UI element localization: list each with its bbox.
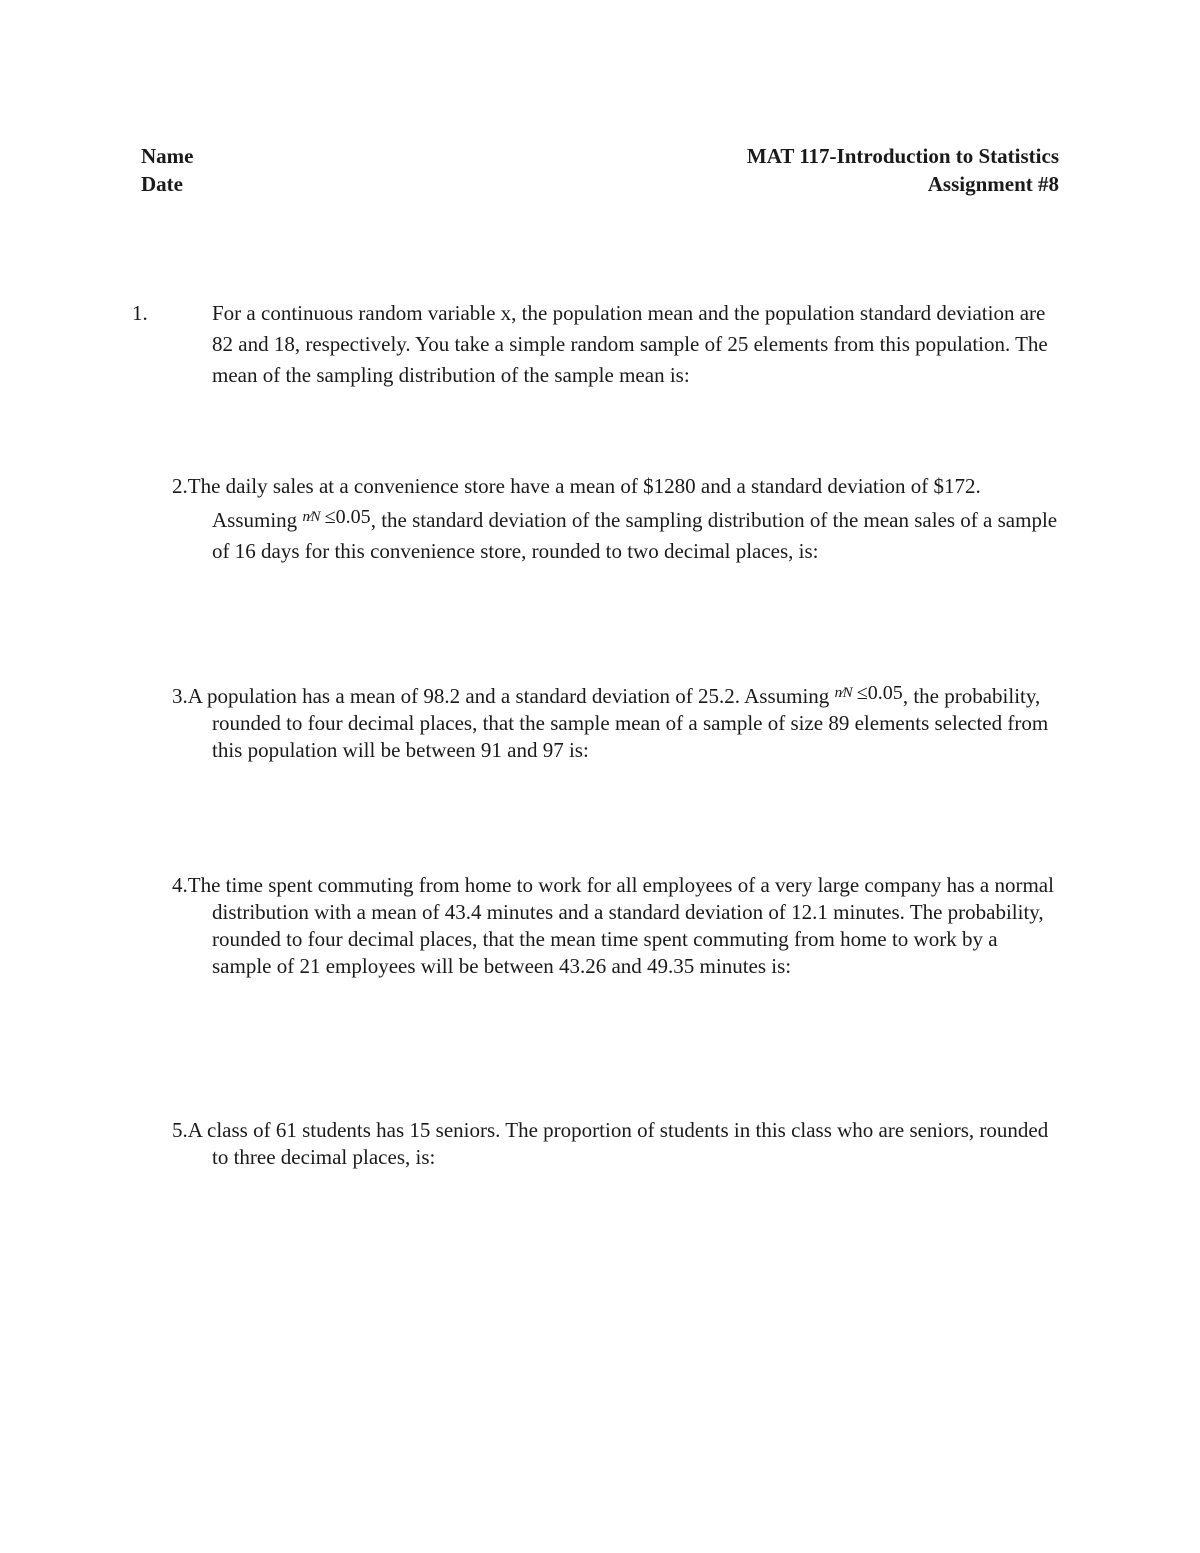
name-label: Name <box>141 144 194 168</box>
question-2 <box>172 471 1062 567</box>
question-4 <box>172 872 1062 980</box>
question-5 <box>172 1117 1062 1171</box>
document-header <box>141 142 1059 198</box>
question-2-condition-fraction: n⁄N <box>302 509 320 525</box>
question-2-number: 2. <box>172 474 188 498</box>
assignment-title: Assignment #8 <box>927 172 1059 196</box>
question-2-condition-bound: ≤0.05 <box>324 506 371 528</box>
question-4-body <box>172 872 1062 980</box>
question-3-body <box>172 680 1062 764</box>
question-1 <box>132 298 1062 391</box>
question-4-text: The time spent commuting from home to work for all employees of a very large company has a normal distribution with a mean of 43.4 minutes and a standard deviation of 12.1 minutes. The probability, rounded to four decimal places, that the mean time spent commuting from home to work by a sample of 21 employees will be between 43.26 and 49.35 minutes is: <box>187 873 1054 978</box>
header-row-top <box>141 142 1059 170</box>
course-title: MAT 117-Introduction to Statistics <box>746 144 1059 168</box>
question-2-text-before: The daily sales at a convenience store have a mean of $1280 and a standard deviation of $172. Assuming <box>187 474 981 532</box>
question-1-number: 1. <box>132 301 148 325</box>
question-5-text: A class of 61 students has 15 seniors. The proportion of students in this class who are seniors, rounded to three decimal places, is: <box>187 1118 1049 1169</box>
question-5-number: 5. <box>172 1118 188 1142</box>
question-3-condition-fraction: n⁄N <box>834 685 852 701</box>
question-3-condition-bound: ≤0.05 <box>856 682 903 704</box>
question-2-text-after: , the standard deviation of the sampling distribution of the mean sales of a sample of 16 days for this convenience store, rounded to two decimal places, is: <box>212 508 1058 563</box>
question-1-body <box>132 298 1062 391</box>
question-4-number: 4. <box>172 873 188 897</box>
question-3-number: 3. <box>172 684 188 708</box>
question-1-text: For a continuous random variable x, the population mean and the population standard deviation are 82 and 18, respectively. You take a simple random sample of 25 elements from this population. The mean of the sampling distribution of the sample mean is: <box>212 301 1048 387</box>
question-2-body <box>172 471 1062 567</box>
question-3 <box>172 680 1062 764</box>
header-row-bottom <box>141 170 1059 198</box>
date-label: Date <box>141 172 183 196</box>
question-5-body <box>172 1117 1062 1171</box>
question-3-text-before: A population has a mean of 98.2 and a standard deviation of 25.2. Assuming <box>187 684 835 708</box>
question-3-text-after: , the probability, rounded to four decimal places, that the sample mean of a sample of size 89 elements selected from this population will be between 91 and 97 is: <box>212 684 1049 762</box>
